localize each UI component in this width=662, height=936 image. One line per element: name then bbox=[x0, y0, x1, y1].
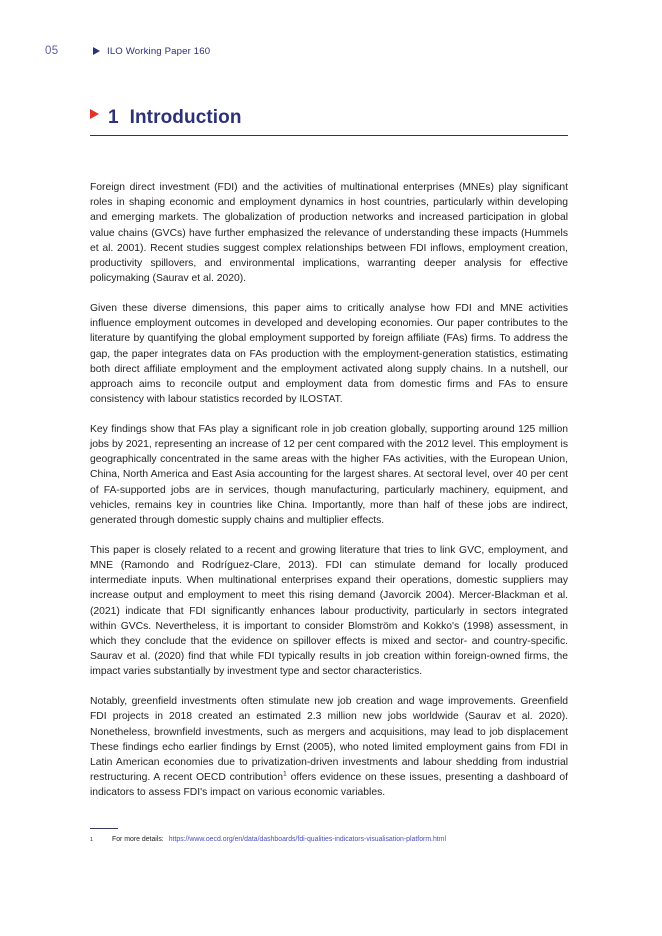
section-title: Introduction bbox=[129, 107, 242, 128]
triangle-right-icon bbox=[90, 109, 99, 119]
section-number: 1 bbox=[108, 107, 119, 128]
footnote-reference[interactable]: 1 bbox=[283, 770, 287, 778]
paragraph: This paper is closely related to a recent and growing literature that tries to link GVC, employment, and MNE (Ramondo and Rodríguez-Clare, 2013). FDI can stimulate demand for locally produced intermediate inputs. When multinational enterprises expand their operations, domestic suppliers may increase output and employment to meet this rising demand (Javorcik 2004). Mercer-Blackman et al. (2021) indicate that FDI significantly enhances labour productivity, particularly in sectors integrated within GVCs. Nevertheless, it is important to consider Blomström and Kokko's (1998) assessment, in which they conclude that the evidence on spillover effects is mixed and sector- and country-specific. Saurav et al. (2020) find that while FDI typically results in job creation within foreign-owned firms, the impact varies substantially by investment type and sector characteristics. bbox=[90, 544, 568, 678]
footnote-text bbox=[112, 835, 446, 845]
section-heading bbox=[90, 107, 568, 129]
footnote-label: For more details: bbox=[112, 836, 164, 843]
page-number: 05 bbox=[45, 45, 59, 57]
header-title: ILO Working Paper 160 bbox=[107, 45, 211, 57]
paragraph-with-footnote-ref bbox=[90, 694, 568, 800]
heading-divider bbox=[90, 135, 568, 136]
footnote-url-link[interactable]: https://www.oecd.org/en/data/dashboards/fdi-qualities-indicators-visualisation-platform.html bbox=[168, 836, 446, 843]
paragraph-text-after-ref: offers evidence on these issues, presenting a dashboard of indicators to assess FDI's impact on various economic variables. bbox=[90, 772, 569, 799]
footnote-divider bbox=[90, 828, 118, 829]
paragraph-text-before-ref: Notably, greenfield investments often stimulate new job creation and wage improvements. Greenfield FDI projects in 2018 created an estimated 2.3 million new jobs worldwide (Saurav et al. 2020). Nonetheless, brownfield investments, such as mergers and acquisitions, may lead to job displacement These findings echo earlier findings by Ernst (2005), who noted limited employment gains from FDI in Latin American economies due to privatization-driven investments and labour shedding from industrial restructuring. A recent OECD contribution bbox=[90, 696, 568, 784]
running-header bbox=[45, 42, 617, 60]
triangle-right-icon bbox=[93, 47, 100, 55]
paragraph: Given these diverse dimensions, this paper aims to critically analyse how FDI and MNE activities influence employment outcomes in developed and developing economies. Our paper contributes to the literature by quantifying the global employment supported by foreign affiliate (FAs) firms. To address the gap, the paper integrates data on FAs production with the employment-generation statistics, estimating both direct affiliate employment and the employment activated along supply chains. In a nutshell, our approach aims to reconcile output and employment data from domestic firms and FAs to ensure consistency with labour statistics recorded by ILOSTAT. bbox=[90, 302, 568, 406]
footnote-item bbox=[90, 835, 568, 845]
body-text-column bbox=[90, 180, 568, 801]
paragraph: Key findings show that FAs play a significant role in job creation globally, supporting around 125 million jobs by 2021, representing an increase of 12 per cent compared with the 2012 level. This employment is geographically concentrated in the same areas with the higher FAs activities, with the European Union, China, North America and East Asia accounting for the largest shares. At sectoral level, over 40 per cent of FA-supported jobs are in services, though manufacturing, particularly machinery, equipment, and vehicles, remains key in countries like China. Importantly, more than half of these jobs are indirect, generated through domestic supply chains and multiplier effects. bbox=[90, 423, 568, 527]
paragraph: Foreign direct investment (FDI) and the activities of multinational enterprises (MNEs) play significant roles in shaping economic and employment dynamics in host countries, particularly within developing and emerging markets. The globalization of production networks and increased participation in global value chains (GVCs) have further emphasized the relevance of understanding these impacts (Hummels et al. 2001). Recent studies suggest complex relationships between FDI inflows, employment creation, productivity spillovers, and environmental implications, warranting deeper analysis for effective policymaking (Saurav et al. 2020). bbox=[90, 182, 568, 285]
footnote-number: 1 bbox=[90, 837, 93, 843]
footnote-area bbox=[90, 828, 568, 845]
